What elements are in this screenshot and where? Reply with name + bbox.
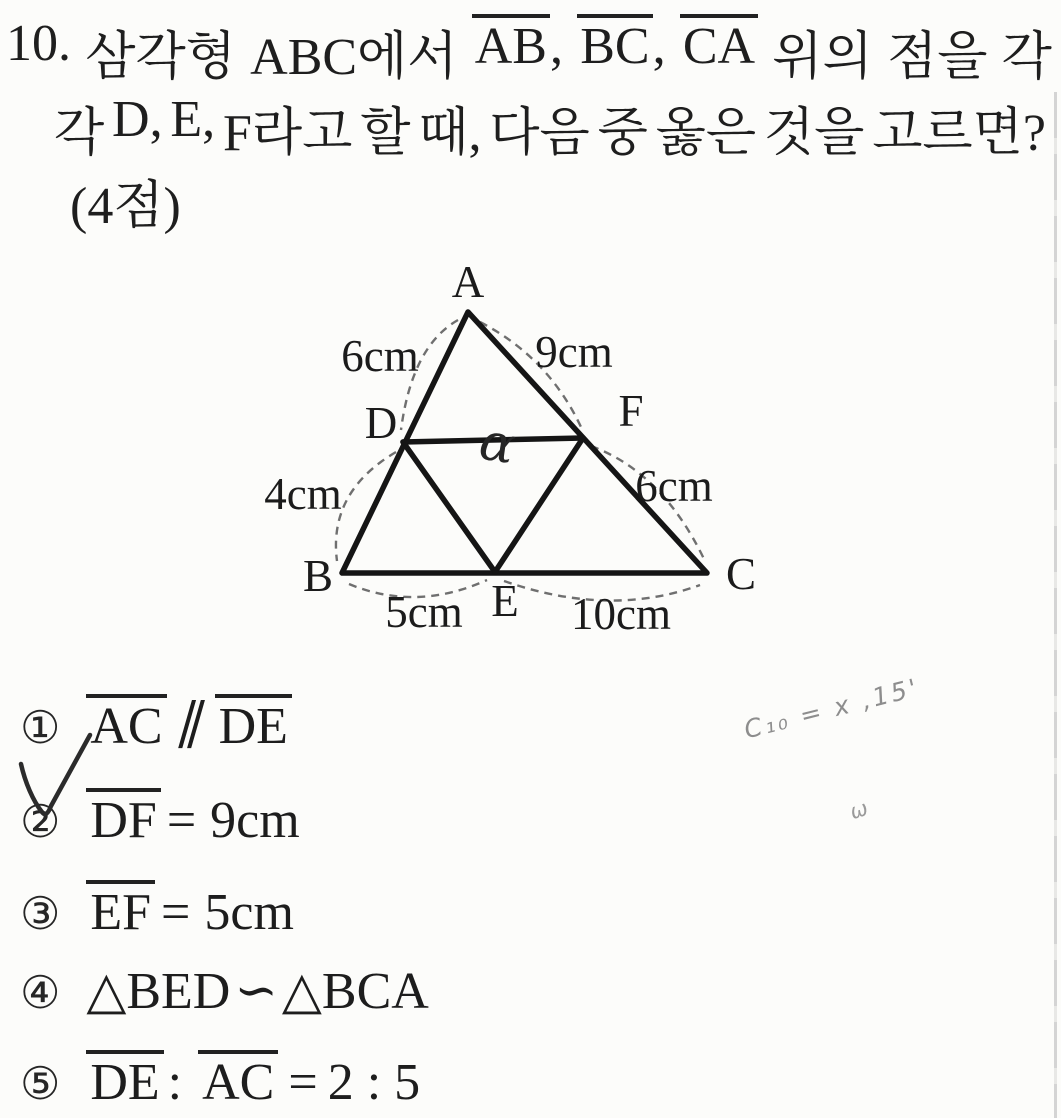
choice-2: ② DF = 9cm [20, 788, 300, 850]
measure-AD: 6cm [341, 331, 419, 381]
measure-EC: 10cm [571, 589, 671, 639]
choice-4-marker: ④ [20, 966, 61, 1019]
pencil-note-calculation: C₁₀ = x ,15' [741, 672, 923, 745]
problem-number: 10. [6, 15, 71, 72]
parallel-symbol: ∥ [170, 698, 211, 755]
pencil-note-squiggle: ω [846, 795, 871, 825]
choice-3: ③ EF = 5cm [20, 880, 294, 942]
problem-statement-line2: 각 D, E, F라고 할 때, 다음 중 옳은 것을 고르면? [54, 91, 1046, 162]
vertex-label-B: B [302, 551, 334, 601]
measure-BE: 5cm [385, 587, 463, 637]
vertex-label-D: D [364, 398, 398, 448]
statement-word: ABC에서 [250, 29, 458, 86]
segment-AB: AB, [472, 14, 563, 89]
vertex-label-F: F [618, 386, 644, 436]
statement-word: 삼각형 [85, 29, 236, 86]
similar-symbol: ∽ [234, 963, 278, 1020]
handwritten-alpha-mark: α [474, 411, 520, 477]
choice-1: ① AC ∥ DE [20, 694, 292, 756]
choice-4: ④ △BED∽△BCA [20, 963, 429, 1020]
vertex-label-A: A [451, 257, 485, 307]
segment-CA: CA [680, 14, 758, 89]
points-label: (4점) [70, 178, 181, 235]
measure-FC: 6cm [635, 461, 713, 511]
measure-AF: 9cm [535, 327, 613, 377]
vertex-label-C: C [725, 549, 757, 599]
choice-1-marker: ① [20, 701, 61, 754]
statement-word: 각 [1001, 29, 1052, 86]
problem-statement-line1 [6, 14, 1052, 89]
segment-BC: BC, [577, 14, 665, 89]
statement-word: 점을 [886, 29, 988, 86]
statement-word: 위의 [772, 29, 873, 86]
arc-DB [336, 452, 396, 561]
choice-3-marker: ③ [20, 887, 61, 940]
choice-5-marker: ⑤ [20, 1057, 61, 1110]
choice-5: ⑤ DE : AC = 2 : 5 [20, 1050, 420, 1112]
measure-DB: 4cm [264, 469, 342, 519]
triangle-diagram [250, 245, 780, 645]
page-column-rule [1054, 92, 1057, 1118]
vertex-label-E: E [491, 576, 519, 626]
choice-2-marker: ② [20, 795, 61, 848]
